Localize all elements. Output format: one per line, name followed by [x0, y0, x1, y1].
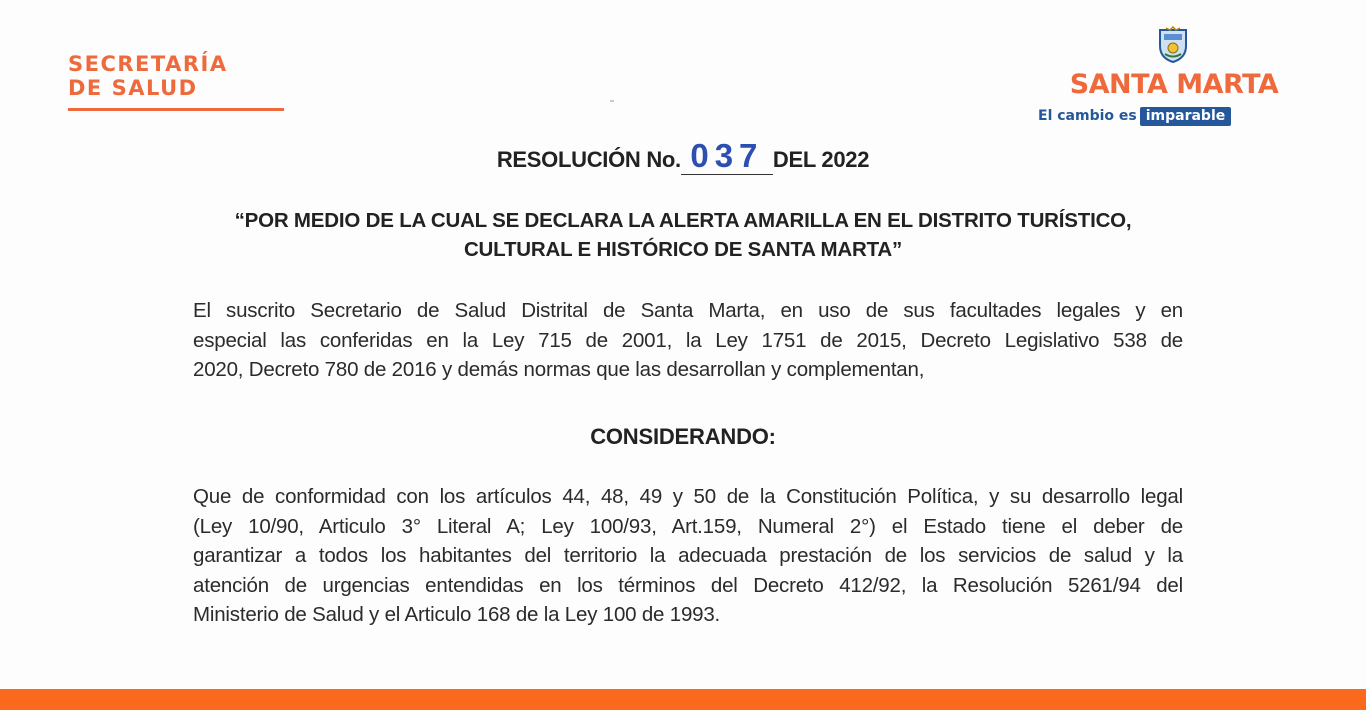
- resolution-suffix: DEL 2022: [772, 147, 870, 172]
- resolution-prefix: RESOLUCIÓN No.: [496, 147, 681, 172]
- subtitle-line: CULTURAL E HISTÓRICO DE SANTA MARTA”: [463, 238, 903, 261]
- paragraph-line: (Ley 10/90, Articulo 3° Literal A; Ley 100/93, Art.159, Numeral 2°) el Estado tiene el deber de: [193, 514, 1183, 538]
- paragraph-line: garantizar a todos los habitantes del territorio la adecuada prestación de los servicios de salud y la: [193, 544, 1183, 567]
- paragraph-line: especial las conferidas en la Ley 715 de 2001, la Ley 1751 de 2015, Decreto Legislativo 538 de: [193, 328, 1183, 352]
- tagline-text: El cambio es: [1038, 108, 1137, 124]
- paragraph-line: atención de urgencias entendidas en los términos del Decreto 412/92, la Resolución 5261/94 del: [193, 573, 1183, 597]
- footer-orange-bar: [0, 689, 1366, 710]
- paragraph-line: El suscrito Secretario de Salud Distrital de Santa Marta, en uso de sus facultades legales y en: [193, 299, 1183, 322]
- logo-line-1: SECRETARÍA: [68, 52, 228, 76]
- coat-of-arms-icon: [1156, 26, 1190, 64]
- intro-paragraph: [193, 296, 1183, 385]
- resolution-number: 037: [681, 138, 773, 175]
- city-name: SANTA MARTA: [1069, 69, 1279, 100]
- tagline-highlight: imparable: [1140, 107, 1232, 126]
- logo-line-2: DE SALUD: [68, 76, 198, 100]
- subtitle-line: “POR MEDIO DE LA CUAL SE DECLARA LA ALERTA AMARILLA EN EL DISTRITO TURÍSTICO,: [234, 209, 1132, 232]
- logo-underline: [68, 108, 284, 111]
- paragraph-line: Que de conformidad con los artículos 44, 48, 49 y 50 de la Constitución Política, y su desarrollo legal: [193, 485, 1183, 508]
- resolution-title: [0, 138, 1366, 175]
- scan-speck: [610, 100, 614, 102]
- resolution-subtitle: [200, 206, 1166, 264]
- paragraph-line: 2020, Decreto 780 de 2016 y demás normas que las desarrollan y complementan,: [193, 358, 925, 381]
- considerando-heading: CONSIDERANDO:: [590, 424, 776, 449]
- paragraph-line: Ministerio de Salud y el Articulo 168 de la Ley 100 de 1993.: [193, 603, 721, 626]
- body-paragraph: [193, 482, 1183, 630]
- santa-marta-logo: [1030, 26, 1316, 128]
- secretaria-de-salud-logo: [68, 52, 286, 111]
- tagline: [1038, 106, 1231, 126]
